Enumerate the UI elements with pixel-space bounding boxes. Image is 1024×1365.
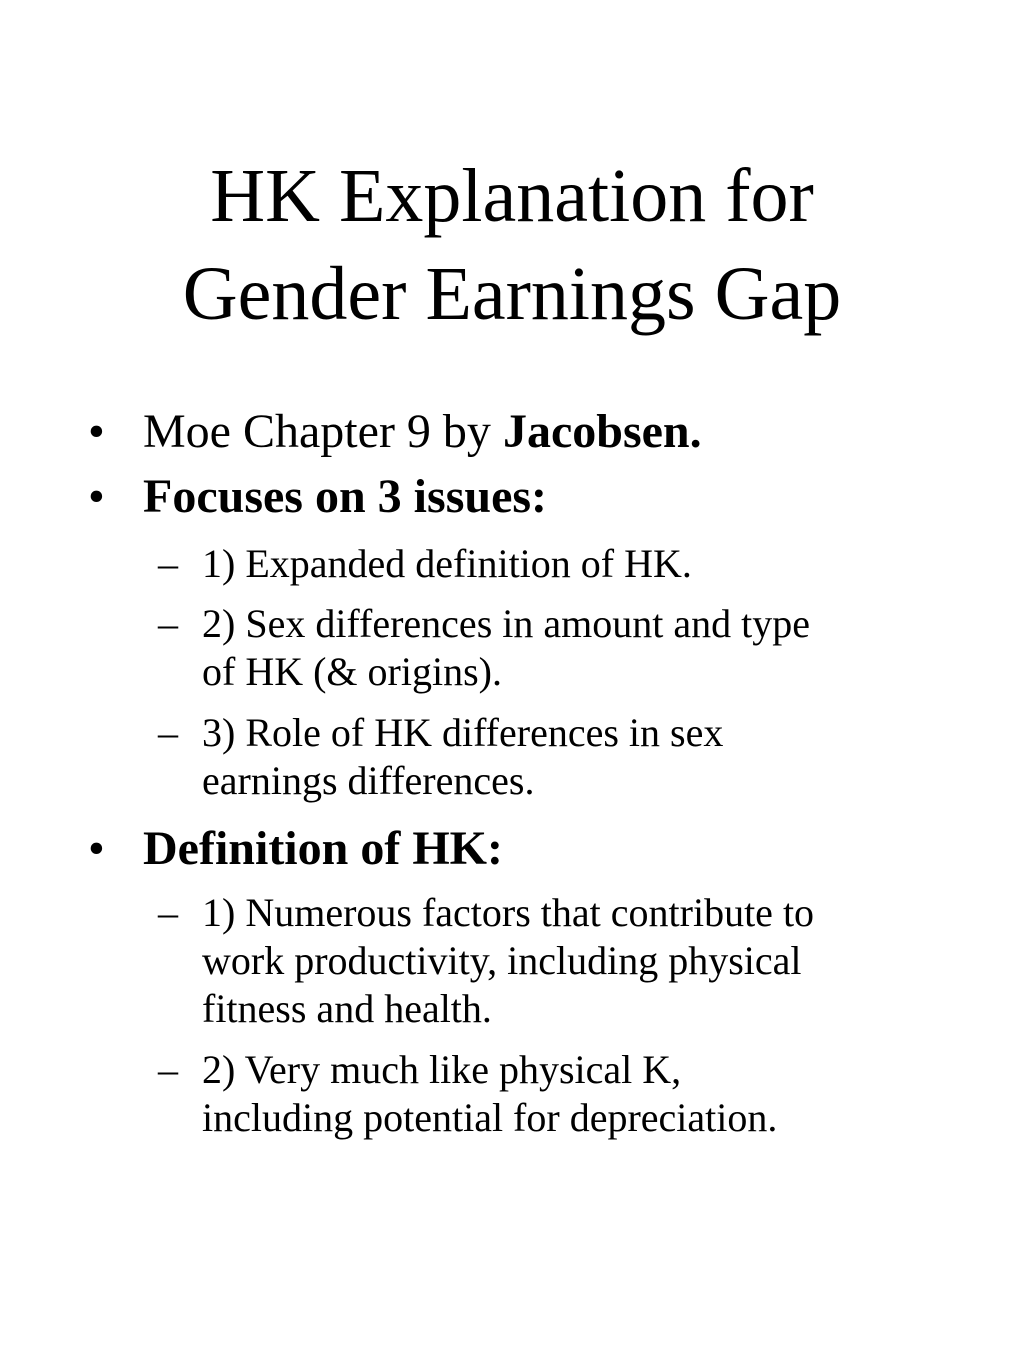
sub-bullet-marker: –	[158, 1047, 178, 1092]
sub-bullet-line: fitness and health.	[202, 986, 492, 1031]
bullet-marker: •	[88, 470, 105, 523]
bullet-marker: •	[88, 405, 105, 458]
sub-bullet-text	[202, 540, 932, 588]
sub-bullet-marker: –	[158, 601, 178, 646]
sub-bullet-marker: –	[158, 710, 178, 755]
sub-bullet-line: 2) Sex differences in amount and type	[202, 601, 810, 646]
sub-bullet-marker: –	[158, 541, 178, 586]
sub-bullet-line: 1) Expanded definition of HK.	[202, 541, 692, 586]
sub-bullet-marker: –	[158, 890, 178, 935]
sub-bullet-line: work productivity, including physical	[202, 938, 802, 983]
bullet-text-plain: Moe Chapter 9 by	[143, 405, 503, 458]
bullet-text-bold: Focuses on 3 issues:	[143, 470, 548, 523]
bullet-text	[143, 470, 547, 524]
sub-bullet-text	[202, 889, 932, 1033]
bullet-text	[143, 405, 702, 459]
title-line-1: HK Explanation for	[210, 154, 814, 238]
bullet-text	[143, 822, 503, 876]
sub-bullet-text	[202, 709, 932, 805]
sub-bullet-line: including potential for depreciation.	[202, 1095, 778, 1140]
title-line-2: Gender Earnings Gap	[182, 252, 842, 336]
sub-bullet-line: 2) Very much like physical K,	[202, 1047, 682, 1092]
sub-bullet-line: of HK (& origins).	[202, 649, 502, 694]
sub-bullet-text	[202, 600, 932, 696]
bullet-marker: •	[88, 822, 105, 875]
sub-bullet-line: earnings differences.	[202, 758, 535, 803]
sub-bullet-line: 1) Numerous factors that contribute to	[202, 890, 815, 935]
sub-bullet-line: 3) Role of HK differences in sex	[202, 710, 724, 755]
bullet-text-bold: Definition of HK:	[143, 822, 503, 875]
slide-title	[0, 147, 1024, 343]
sub-bullet-text	[202, 1046, 932, 1142]
bullet-text-bold: Jacobsen.	[502, 405, 702, 458]
